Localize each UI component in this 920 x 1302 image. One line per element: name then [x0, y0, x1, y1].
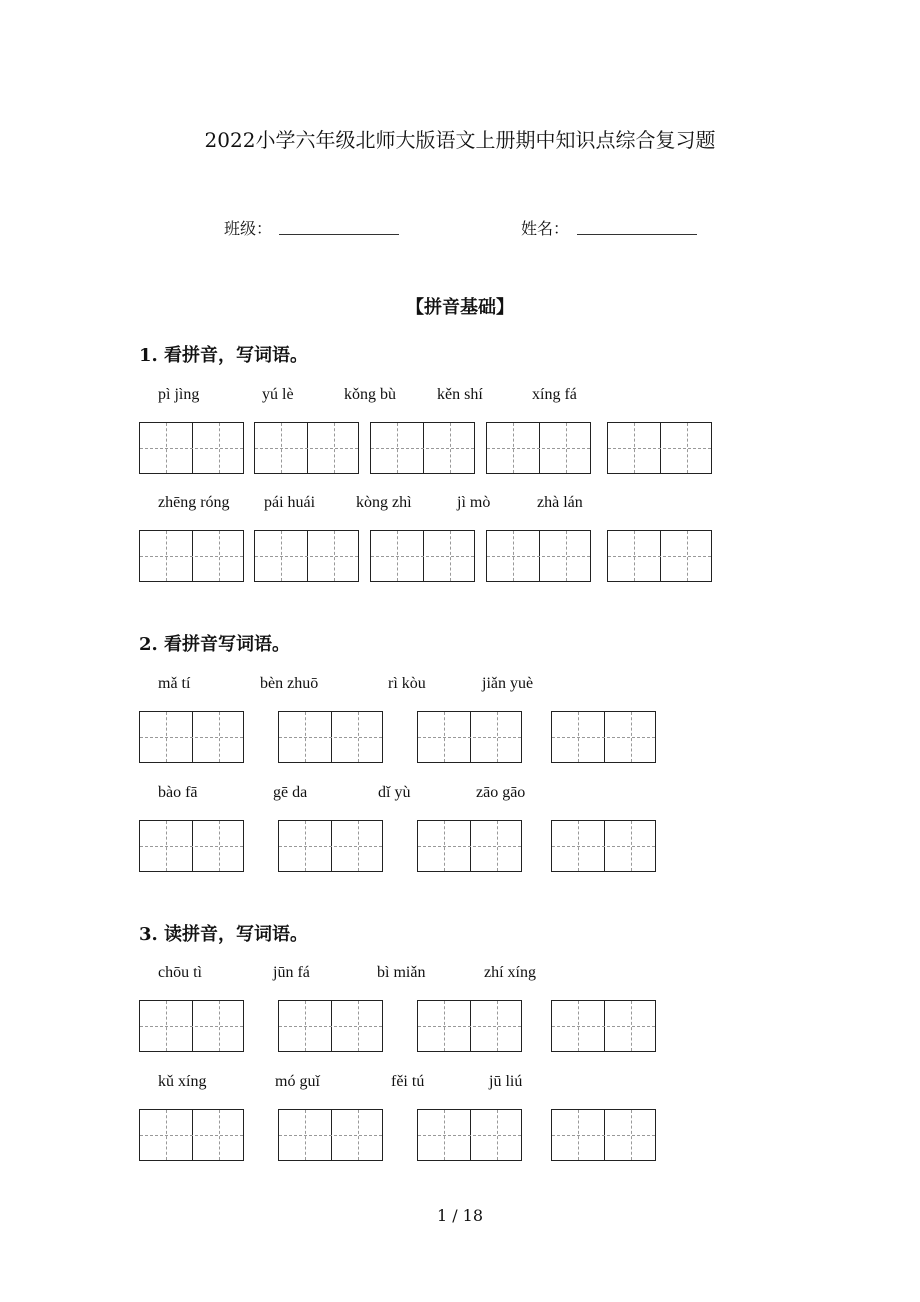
writing-grid-box[interactable] — [370, 422, 475, 474]
writing-grid-box[interactable] — [486, 530, 591, 582]
pinyin-label: yú lè — [262, 386, 294, 403]
page-number: 1 / 18 — [436, 1206, 484, 1225]
writing-grid-box[interactable] — [551, 820, 656, 872]
pinyin-label: kòng zhì — [356, 494, 412, 511]
pinyin-label: kǔ xíng — [158, 1073, 207, 1090]
writing-grid-box[interactable] — [551, 1000, 656, 1052]
writing-grid-box[interactable] — [417, 711, 522, 763]
pinyin-label: gē da — [273, 784, 308, 801]
class-input-line[interactable] — [279, 234, 399, 235]
page-title: 2022小学六年级北师大版语文上册期中知识点综合复习题 — [204, 128, 716, 152]
section-heading: 【拼音基础】 — [406, 297, 514, 318]
question-2-title: 2. 看拼音写词语。 — [139, 634, 291, 655]
writing-grid-box[interactable] — [278, 711, 383, 763]
writing-grid-box[interactable] — [278, 1109, 383, 1161]
pinyin-label: rì kòu — [388, 675, 426, 692]
pinyin-label: pái huái — [264, 494, 316, 511]
writing-grid-box[interactable] — [486, 422, 591, 474]
pinyin-label: mó guǐ — [275, 1073, 320, 1090]
writing-grid-box[interactable] — [607, 530, 712, 582]
name-input-line[interactable] — [577, 234, 697, 235]
pinyin-label: kǒng bù — [344, 386, 396, 403]
pinyin-label: chōu tì — [158, 964, 202, 981]
pinyin-label: bèn zhuō — [260, 675, 319, 692]
writing-grid-box[interactable] — [370, 530, 475, 582]
pinyin-label: zhà lán — [537, 494, 583, 511]
writing-grid-box[interactable] — [417, 820, 522, 872]
writing-grid-box[interactable] — [278, 1000, 383, 1052]
pinyin-label: fěi tú — [391, 1073, 425, 1090]
writing-grid-box[interactable] — [551, 1109, 656, 1161]
pinyin-label: bì miǎn — [377, 964, 426, 981]
writing-grid-box[interactable] — [551, 711, 656, 763]
pinyin-label: dǐ yù — [378, 784, 411, 801]
writing-grid-box[interactable] — [278, 820, 383, 872]
pinyin-label: jū liú — [489, 1073, 523, 1090]
pinyin-label: zāo gāo — [476, 784, 526, 801]
name-label: 姓名： — [521, 219, 570, 238]
pinyin-label: jiǎn yuè — [482, 675, 534, 692]
question-3-title: 3. 读拼音，写词语。 — [139, 924, 309, 945]
writing-grid-box[interactable] — [139, 820, 244, 872]
writing-grid-box[interactable] — [139, 711, 244, 763]
writing-grid-box[interactable] — [139, 530, 244, 582]
writing-grid-box[interactable] — [417, 1109, 522, 1161]
pinyin-label: kěn shí — [437, 386, 483, 403]
pinyin-label: zhēng róng — [158, 494, 230, 511]
pinyin-label: pì jìng — [158, 386, 200, 403]
writing-grid-box[interactable] — [254, 530, 359, 582]
pinyin-label: jì mò — [457, 494, 491, 511]
writing-grid-box[interactable] — [139, 422, 244, 474]
question-1-title: 1. 看拼音，写词语。 — [139, 345, 309, 366]
writing-grid-box[interactable] — [607, 422, 712, 474]
pinyin-label: bào fā — [158, 784, 198, 801]
writing-grid-box[interactable] — [254, 422, 359, 474]
writing-grid-box[interactable] — [139, 1000, 244, 1052]
pinyin-label: zhí xíng — [484, 964, 536, 981]
pinyin-label: xíng fá — [532, 386, 577, 403]
writing-grid-box[interactable] — [139, 1109, 244, 1161]
pinyin-label: jūn fá — [273, 964, 310, 981]
class-label: 班级： — [224, 219, 273, 238]
pinyin-label: mǎ tí — [158, 675, 191, 692]
writing-grid-box[interactable] — [417, 1000, 522, 1052]
